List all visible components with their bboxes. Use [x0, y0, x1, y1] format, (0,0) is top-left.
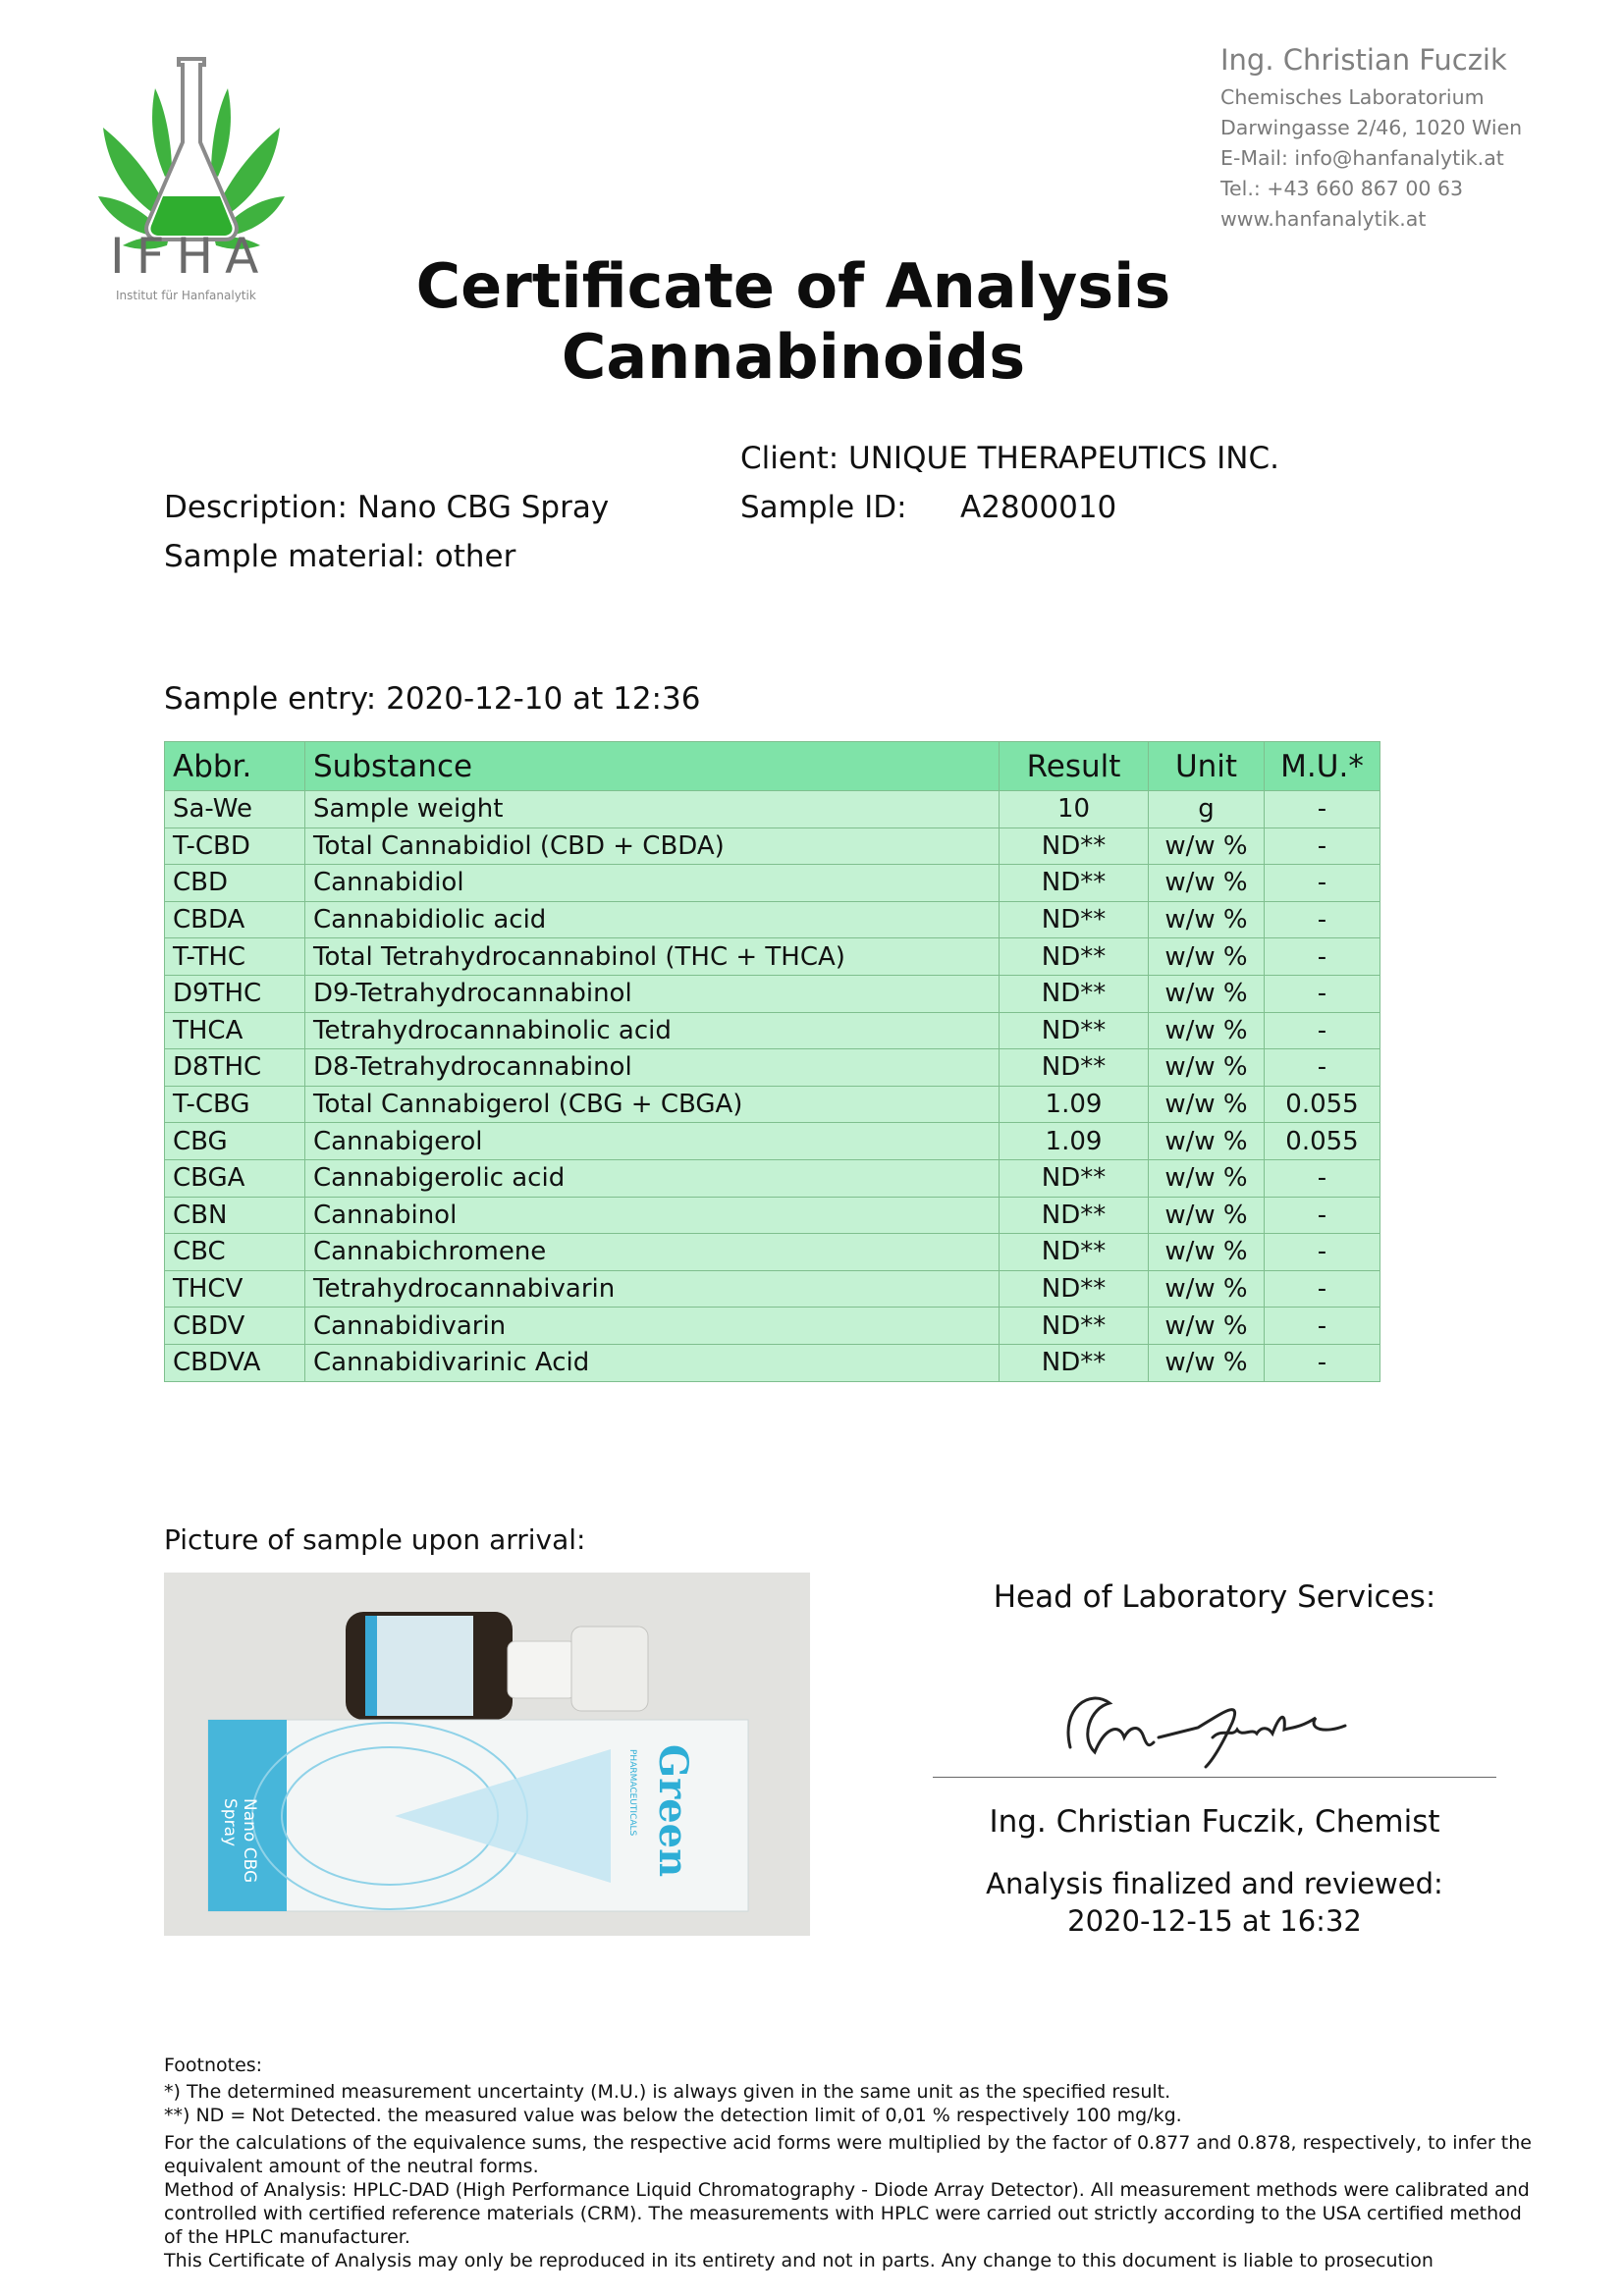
cell-unit: w/w %: [1149, 1012, 1265, 1049]
lab-phone: Tel.: +43 660 867 00 63: [1220, 177, 1464, 200]
table-row: [165, 1159, 1380, 1197]
cell-mu: -: [1265, 791, 1380, 828]
footnote-mu: *) The determined measurement uncertainty (M.U.) is always given in the same unit as the specified result.: [164, 2081, 1171, 2103]
cell-mu: 0.055: [1265, 1123, 1380, 1160]
table-row: [165, 865, 1380, 902]
cell-unit: w/w %: [1149, 865, 1265, 902]
cell-result: ND**: [1000, 1197, 1149, 1234]
cell-unit: w/w %: [1149, 938, 1265, 976]
cell-mu: -: [1265, 1049, 1380, 1087]
cell-mu: -: [1265, 938, 1380, 976]
cell-result: ND**: [1000, 1344, 1149, 1381]
cell-mu: -: [1265, 1159, 1380, 1197]
cell-substance: D9-Tetrahydrocannabinol: [305, 975, 1000, 1012]
cell-abbr: CBC: [165, 1234, 305, 1271]
cell-unit: w/w %: [1149, 1049, 1265, 1087]
box-brand: Green: [650, 1744, 696, 1878]
cell-result: ND**: [1000, 828, 1149, 865]
finalized-date: 2020-12-15 at 16:32: [1067, 1904, 1362, 1938]
lab-email: E-Mail: info@hanfanalytik.at: [1220, 146, 1504, 170]
cell-unit: w/w %: [1149, 1197, 1265, 1234]
document-title: [0, 251, 1587, 393]
cell-mu: -: [1265, 1197, 1380, 1234]
table-row: [165, 1012, 1380, 1049]
cell-mu: -: [1265, 828, 1380, 865]
results-body: [165, 791, 1380, 1382]
header-result: Result: [1000, 742, 1149, 791]
footnote-reproduction: This Certificate of Analysis may only be reproduced in its entirety and not in parts. Any change to this document is liable to prosecution: [164, 2250, 1434, 2271]
footnote-equivalence: For the calculations of the equivalence sums, the respective acid forms were multiplied by the factor of 0.877 and 0.878, respectively, to infer the equivalent amount of the neutral forms.: [164, 2132, 1532, 2177]
table-row: [165, 1049, 1380, 1087]
head-of-lab-label: Head of Laboratory Services:: [993, 1579, 1436, 1615]
title-line-2: Cannabinoids: [561, 321, 1026, 393]
cell-result: 10: [1000, 791, 1149, 828]
signatory-name: Ing. Christian Fuczik, Chemist: [989, 1804, 1440, 1840]
lab-website: www.hanfanalytik.at: [1220, 207, 1427, 231]
signature-line: [933, 1777, 1496, 1778]
table-header-row: [165, 742, 1380, 791]
table-row: [165, 791, 1380, 828]
sample-id-value: A2800010: [960, 490, 1117, 525]
cell-substance: Cannabigerol: [305, 1123, 1000, 1160]
cell-unit: w/w %: [1149, 1234, 1265, 1271]
cell-unit: w/w %: [1149, 1123, 1265, 1160]
cell-substance: Cannabinol: [305, 1197, 1000, 1234]
cell-abbr: CBN: [165, 1197, 305, 1234]
finalized-label: Analysis finalized and reviewed:: [986, 1867, 1443, 1900]
cell-substance: D8-Tetrahydrocannabinol: [305, 1049, 1000, 1087]
signature-image: [1051, 1669, 1365, 1777]
cell-abbr: D9THC: [165, 975, 305, 1012]
cell-unit: w/w %: [1149, 1308, 1265, 1345]
cell-substance: Total Tetrahydrocannabinol (THC + THCA): [305, 938, 1000, 976]
table-row: [165, 1234, 1380, 1271]
cell-abbr: D8THC: [165, 1049, 305, 1087]
table-row: [165, 1086, 1380, 1123]
cell-unit: w/w %: [1149, 1086, 1265, 1123]
cell-result: ND**: [1000, 901, 1149, 938]
footnote-method: Method of Analysis: HPLC-DAD (High Performance Liquid Chromatography - Diode Array Detector). All measurement methods were calibrated and controlled with certified reference materials (CRM). The measurements with HPLC were carried out strictly according to the USA certified method of the HPLC manufacturer.: [164, 2179, 1530, 2248]
cell-unit: w/w %: [1149, 975, 1265, 1012]
logo-subtitle: Institut für Hanfanalytik: [116, 289, 256, 302]
cell-abbr: CBG: [165, 1123, 305, 1160]
cell-result: ND**: [1000, 975, 1149, 1012]
cell-mu: -: [1265, 975, 1380, 1012]
sample-id-label: Sample ID:: [740, 490, 907, 525]
cell-result: 1.09: [1000, 1123, 1149, 1160]
sample-material: Sample material: other: [164, 539, 516, 574]
table-row: [165, 1344, 1380, 1381]
cell-abbr: Sa-We: [165, 791, 305, 828]
cell-abbr: CBDA: [165, 901, 305, 938]
table-row: [165, 1308, 1380, 1345]
logo-wordmark: IFHA: [110, 228, 271, 285]
cell-substance: Tetrahydrocannabivarin: [305, 1270, 1000, 1308]
lab-name: Ing. Christian Fuczik: [1220, 43, 1507, 77]
cell-result: ND**: [1000, 1012, 1149, 1049]
table-row: [165, 975, 1380, 1012]
finalized-block: [933, 1865, 1496, 1940]
cell-unit: g: [1149, 791, 1265, 828]
footnotes-heading: Footnotes:: [164, 2055, 263, 2076]
header-mu: M.U.*: [1265, 742, 1380, 791]
cell-abbr: THCA: [165, 1012, 305, 1049]
lab-line: Chemisches Laboratorium: [1220, 85, 1485, 109]
cell-unit: w/w %: [1149, 1344, 1265, 1381]
cell-mu: -: [1265, 1234, 1380, 1271]
cell-abbr: CBDV: [165, 1308, 305, 1345]
header-unit: Unit: [1149, 742, 1265, 791]
cell-unit: w/w %: [1149, 1270, 1265, 1308]
cell-substance: Cannabidiol: [305, 865, 1000, 902]
table-row: [165, 1270, 1380, 1308]
cell-abbr: T-CBG: [165, 1086, 305, 1123]
box-product-label-2: Spray: [220, 1798, 240, 1847]
cell-mu: -: [1265, 865, 1380, 902]
cell-mu: -: [1265, 901, 1380, 938]
lab-address: Darwingasse 2/46, 1020 Wien: [1220, 116, 1523, 139]
sample-entry: Sample entry: 2020-12-10 at 12:36: [164, 681, 701, 717]
cell-mu: -: [1265, 1344, 1380, 1381]
cell-result: ND**: [1000, 938, 1149, 976]
cell-unit: w/w %: [1149, 1159, 1265, 1197]
cell-substance: Cannabidivarinic Acid: [305, 1344, 1000, 1381]
box-product-label: Nano CBG: [240, 1798, 259, 1884]
cell-mu: -: [1265, 1012, 1380, 1049]
cell-substance: Total Cannabigerol (CBG + CBGA): [305, 1086, 1000, 1123]
cell-substance: Cannabigerolic acid: [305, 1159, 1000, 1197]
cell-substance: Cannabidivarin: [305, 1308, 1000, 1345]
cell-result: ND**: [1000, 1159, 1149, 1197]
header-substance: Substance: [305, 742, 1000, 791]
table-row: [165, 938, 1380, 976]
cell-unit: w/w %: [1149, 828, 1265, 865]
results-table: [164, 741, 1380, 1382]
lab-address-block: [1220, 43, 1522, 235]
cell-result: ND**: [1000, 1270, 1149, 1308]
cell-result: 1.09: [1000, 1086, 1149, 1123]
cell-mu: 0.055: [1265, 1086, 1380, 1123]
footnote-nd: **) ND = Not Detected. the measured value was below the detection limit of 0,01 % respectively 100 mg/kg.: [164, 2105, 1182, 2126]
table-row: [165, 1123, 1380, 1160]
sample-photo: [164, 1573, 810, 1936]
cell-abbr: T-CBD: [165, 828, 305, 865]
cell-substance: Cannabidiolic acid: [305, 901, 1000, 938]
table-row: [165, 1197, 1380, 1234]
picture-caption: Picture of sample upon arrival:: [164, 1523, 586, 1556]
cell-substance: Tetrahydrocannabinolic acid: [305, 1012, 1000, 1049]
cell-abbr: CBD: [165, 865, 305, 902]
cell-mu: -: [1265, 1270, 1380, 1308]
cell-abbr: CBDVA: [165, 1344, 305, 1381]
cell-unit: w/w %: [1149, 901, 1265, 938]
description: Description: Nano CBG Spray: [164, 490, 610, 525]
table-row: [165, 828, 1380, 865]
cell-mu: -: [1265, 1308, 1380, 1345]
cell-abbr: T-THC: [165, 938, 305, 976]
box-brand-sub: PHARMACEUTICALS: [627, 1749, 637, 1837]
cell-result: ND**: [1000, 1308, 1149, 1345]
cell-substance: Total Cannabidiol (CBD + CBDA): [305, 828, 1000, 865]
title-line-1: Certificate of Analysis: [415, 250, 1171, 322]
cell-substance: Cannabichromene: [305, 1234, 1000, 1271]
cell-substance: Sample weight: [305, 791, 1000, 828]
cell-abbr: CBGA: [165, 1159, 305, 1197]
cell-result: ND**: [1000, 865, 1149, 902]
table-row: [165, 901, 1380, 938]
header-abbr: Abbr.: [165, 742, 305, 791]
footnotes: [164, 2054, 1539, 2272]
cell-result: ND**: [1000, 1049, 1149, 1087]
cell-abbr: THCV: [165, 1270, 305, 1308]
cell-result: ND**: [1000, 1234, 1149, 1271]
client: Client: UNIQUE THERAPEUTICS INC.: [740, 441, 1279, 476]
